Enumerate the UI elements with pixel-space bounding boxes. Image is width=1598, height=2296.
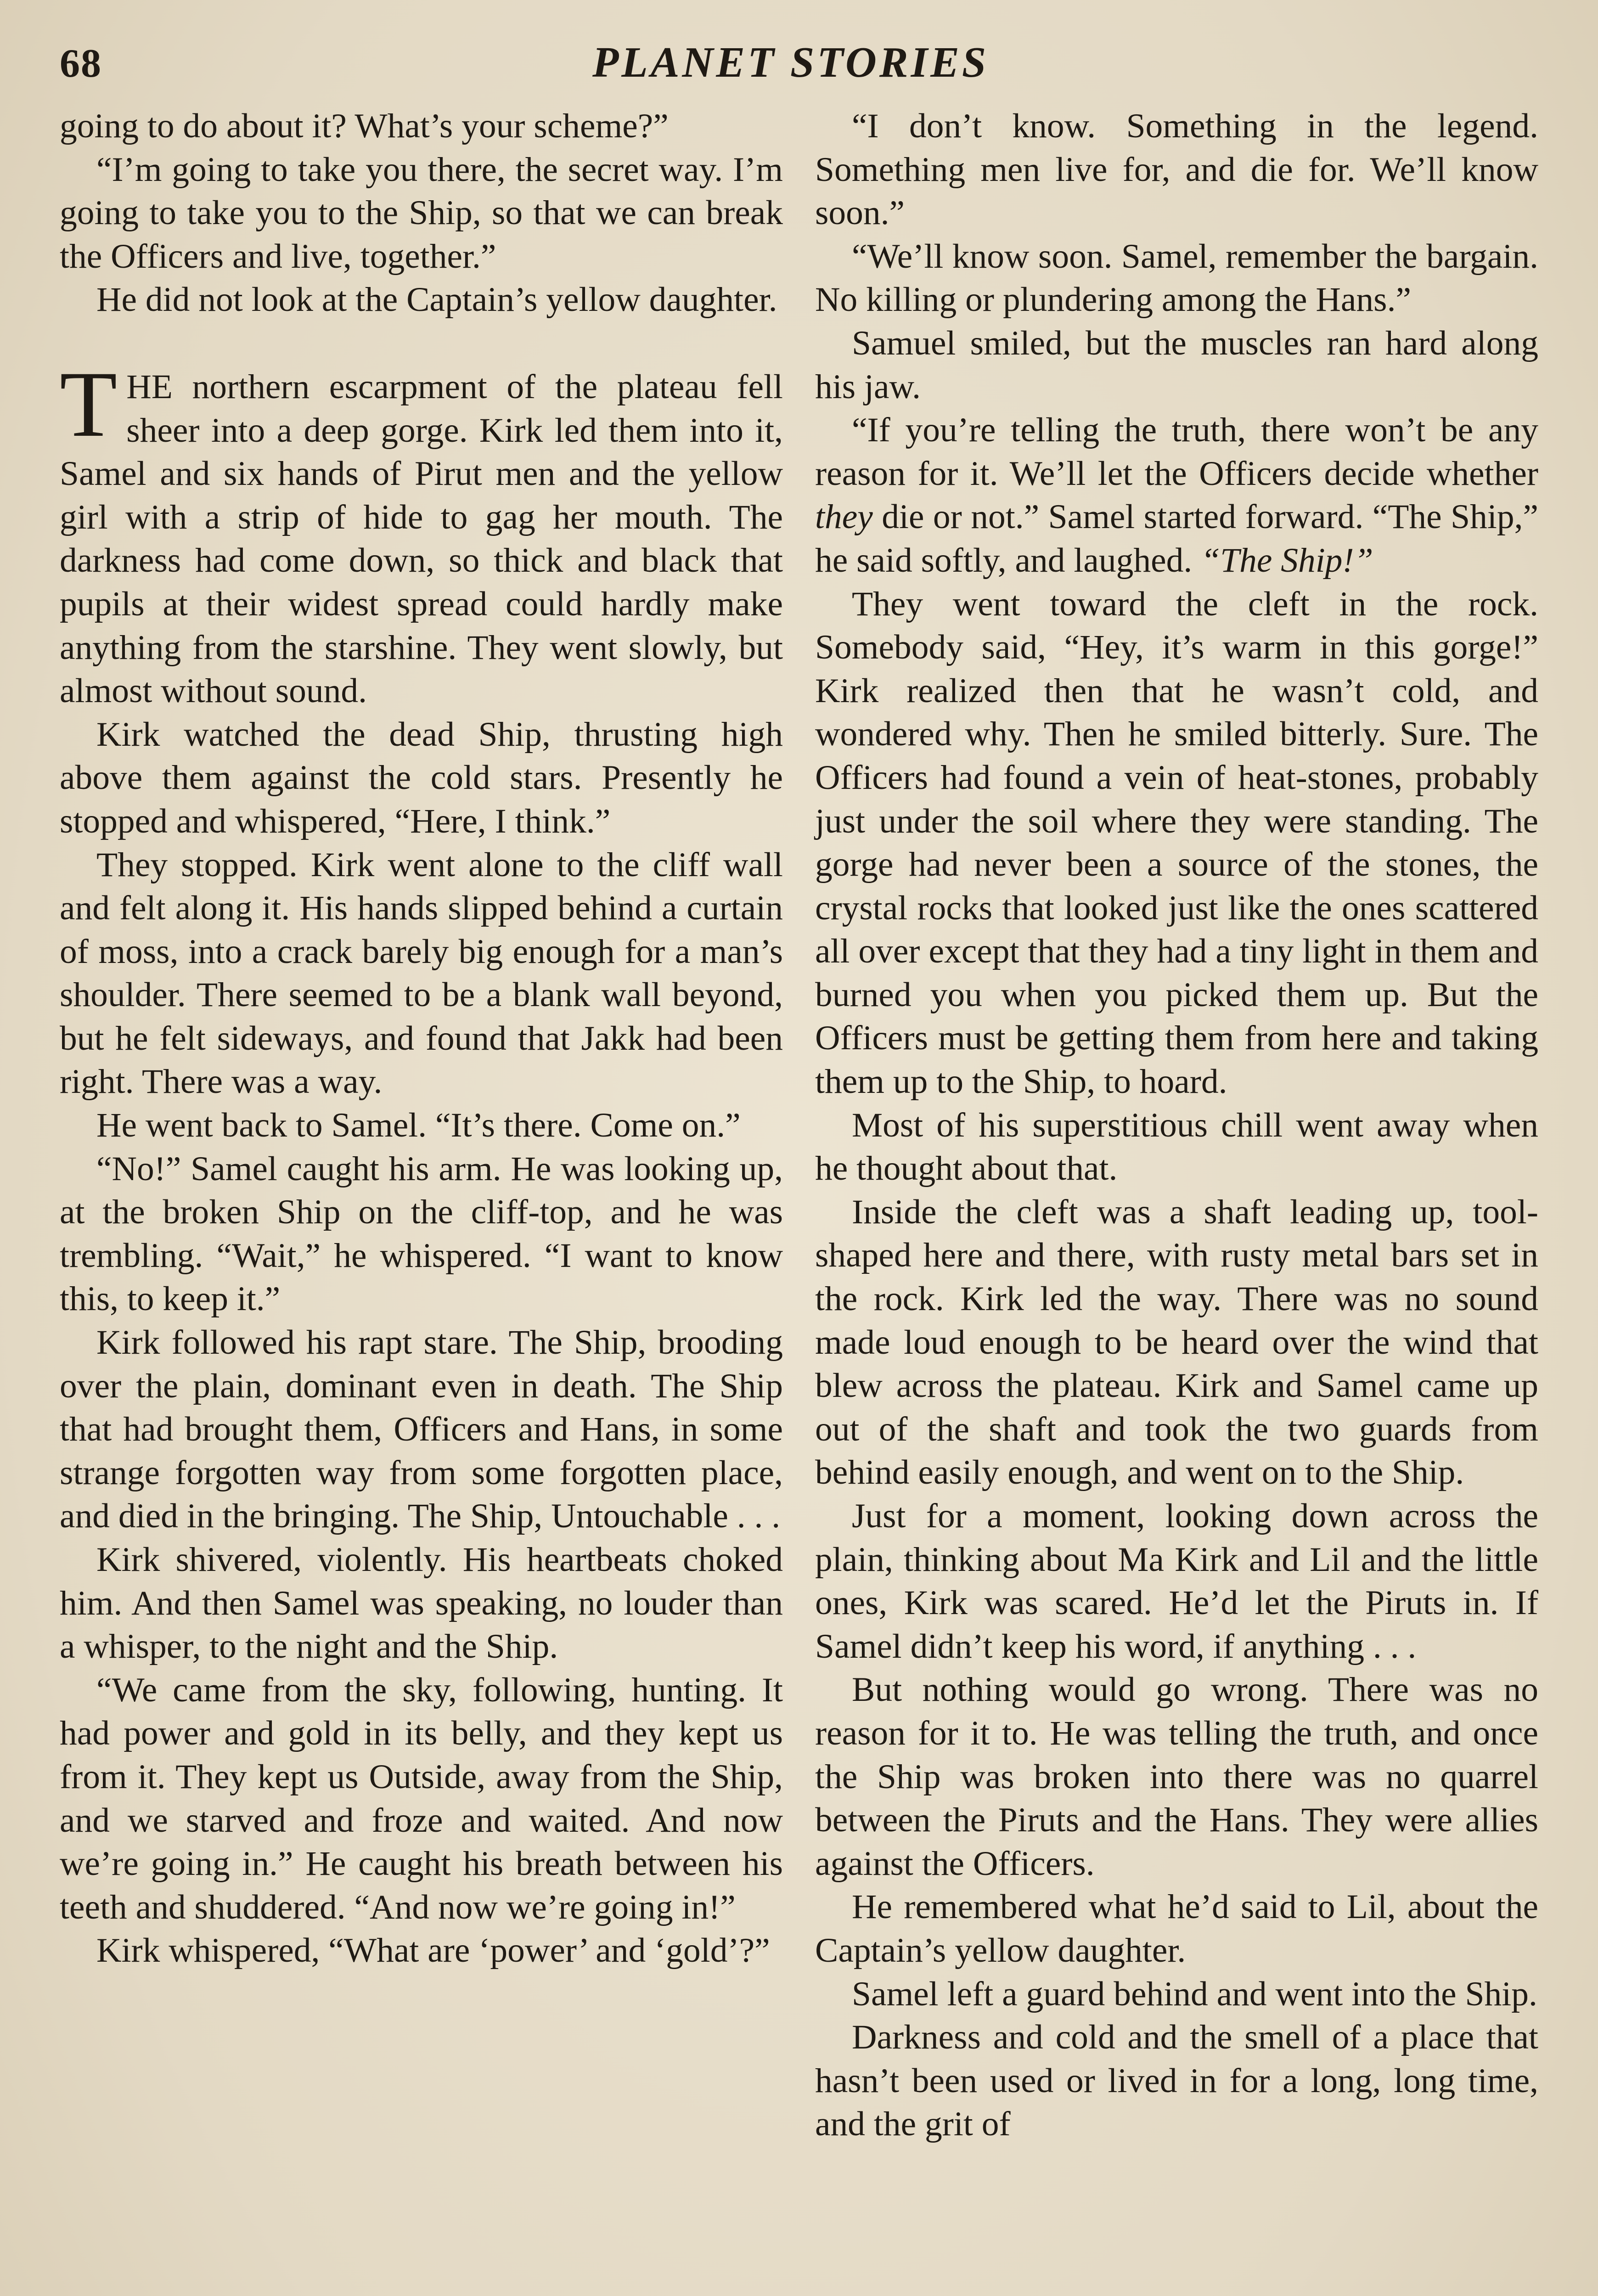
paragraph: Inside the cleft was a shaft leading up, tool-shaped here and there, with rusty metal bars set in the rock. Kirk led the way. There was no sound made loud enough to be heard over the wind that blew across the plateau. Kirk and Samel came up out of the shaft and took the two guards from behind easily enough, and went on to the Ship. (815, 1193, 1538, 1492)
paragraph: Samuel smiled, but the muscles ran hard along his jaw. (815, 324, 1538, 406)
drop-cap: T (60, 352, 118, 456)
paragraph: “I don’t know. Something in the legend. Something men live for, and die for. We’ll know soon.” (815, 107, 1538, 232)
paragraph: He did not look at the Captain’s yellow daughter. (96, 281, 777, 319)
left-text-column (60, 105, 783, 1973)
paragraph: Most of his superstitious chill went away when he thought about that. (815, 1106, 1538, 1188)
paragraph: He remembered what he’d said to Lil, about the Captain’s yellow daughter. (815, 1888, 1538, 1970)
paragraph: “We’ll know soon. Samel, remember the bargain. No killing or plundering among the Hans.” (815, 237, 1538, 319)
paragraph: “I’m going to take you there, the secret way. I’m going to take you to the Ship, so that we can break the Officers and live, together.” (60, 150, 783, 276)
page-number: 68 (60, 41, 102, 86)
paragraph (815, 409, 1538, 582)
paragraph: Samel left a guard behind and went into the Ship. (852, 1975, 1537, 2013)
paragraph: They stopped. Kirk went alone to the cliff wall and felt along it. His hands slipped behind a curtain of moss, into a crack barely big enough for a man’s shoulder. There seemed to be a blank wall beyond, but he felt sideways, and found that Jakk had been right. There was a way. (60, 845, 783, 1101)
section-opening-paragraph (60, 352, 783, 713)
paragraph: “We came from the sky, following, hunting. It had power and gold in its belly, and they kept us from it. They kept us Outside, away from the Ship, and we starved and froze and waited. And now we’re going in.” He caught his breath between his teeth and shuddered. “And now we’re going in!” (60, 1671, 783, 1926)
paragraph-text: HE northern escarpment of the plateau fell sheer into a deep gorge. Kirk led them into it, Samel and six hands of Pirut men and the yellow girl with a strip of hide to gag her mouth. The darkness had come down, so thick and black that pupils at their widest spread could hardly make anything from the starshine. They went slowly, but almost without sound. (60, 367, 783, 710)
paragraph: Kirk watched the dead Ship, thrusting high above them against the cold stars. Presently he stopped and whispered, “Here, I think.” (60, 715, 783, 840)
paragraph: going to do about it? What’s your scheme?” (60, 107, 669, 145)
emphasis-text: they (815, 498, 873, 536)
paragraph-text: “If you’re telling the truth, there won’t be any reason for it. We’ll let the Officers decide whether (815, 411, 1538, 493)
paragraph: Kirk whispered, “What are ‘power’ and ‘gold’?” (96, 1931, 770, 1970)
emphasis-text: “The Ship!” (1201, 541, 1373, 580)
paragraph: They went toward the cleft in the rock. Somebody said, “Hey, it’s warm in this gorge!” Kirk realized then that he wasn’t cold, and wondered why. Then he smiled bitterly. Sure. The Officers had found a vein of heat-stones, probably just under the soil where they were standing. The gorge had never been a source of the stones, the crystal rocks that looked just like the ones scattered all over except that they had a tiny light in them and burned you when you picked them up. But the Officers must be getting them from here and taking them up to the Ship, to hoard. (815, 585, 1538, 1101)
paragraph: “No!” Samel caught his arm. He was looking up, at the broken Ship on the cliff-top, and he was trembling. “Wait,” he whispered. “I want to know this, to keep it.” (60, 1149, 783, 1318)
paragraph: Darkness and cold and the smell of a place that hasn’t been used or lived in for a long, long time, and the grit of (815, 2018, 1538, 2144)
magazine-title: PLANET STORIES (592, 39, 989, 86)
page-header (0, 0, 1598, 115)
paragraph: He went back to Samel. “It’s there. Come on.” (96, 1106, 741, 1145)
paragraph: Kirk followed his rapt stare. The Ship, brooding over the plain, dominant even in death. The Ship that had brought them, Officers and Hans, in some strange forgotten way from some forgotten place, and died in the bringing. The Ship, Untouchable . . . (60, 1323, 783, 1536)
paragraph: Just for a moment, looking down across the plain, thinking about Ma Kirk and Lil and the little ones, Kirk was scared. He’d let the Piruts in. If Samel didn’t keep his word, if anything . . . (815, 1497, 1538, 1666)
right-text-column (815, 105, 1538, 2146)
paragraph-text: die or not.” Samel started forward. “The Ship,” he said softly, and laughed. (815, 498, 1538, 580)
paragraph: Kirk shivered, violently. His heartbeats choked him. And then Samel was speaking, no louder than a whisper, to the night and the Ship. (60, 1541, 783, 1666)
paragraph: But nothing would go wrong. There was no reason for it to. He was telling the truth, and once the Ship was broken into there was no quarrel between the Piruts and the Hans. They were allies against the Officers. (815, 1671, 1538, 1883)
